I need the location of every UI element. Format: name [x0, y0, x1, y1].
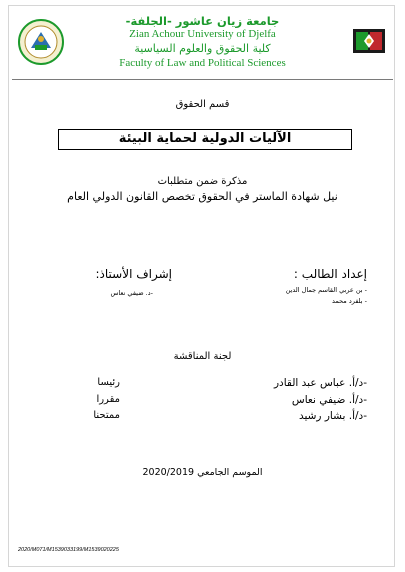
reference-code: 2020/M071/M1539033199/M1539020225 [18, 547, 119, 553]
header-divider [12, 79, 393, 80]
jury-member-name: -د/أ. عباس عبد القادر [273, 377, 367, 389]
academic-year: الموسم الجامعي 2020/2019 [142, 467, 263, 478]
student-name: - بلفرد محمد [331, 297, 367, 305]
university-name-ar: جامعة زيان عاشور -الجلفة- [125, 14, 280, 28]
memo-line: مذكرة ضمن متطلبات [157, 176, 248, 187]
jury-heading: لجنة المناقشة [173, 351, 232, 362]
university-name-en: Zian Achour University of Djelfa [129, 28, 276, 40]
student-name: - بن عربي القاسم جمال الدين [285, 286, 367, 294]
jury-member-role: مقررا [96, 394, 120, 405]
department-name: قسم الحقوق [175, 99, 230, 110]
degree-line: نيل شهادة الماستر في الحقوق تخصص القانون الدولي العام [67, 190, 338, 203]
thesis-title: الآليات الدولية لحماية البيئة [58, 129, 352, 150]
supervision-heading: إشراف الأستاذ: [95, 267, 172, 281]
supervisor-name: -د. ضيفي نعاس [110, 289, 153, 297]
jury-member-name: -د/أ. ضيفي نعاس [291, 394, 367, 406]
preparation-heading: إعداد الطالب : [293, 267, 367, 281]
jury-member-role: ممتحنا [93, 410, 120, 421]
faculty-name-en: Faculty of Law and Political Sciences [119, 57, 286, 69]
faculty-name-ar: كلية الحقوق والعلوم السياسية [134, 42, 271, 55]
jury-member-name: -د/أ. بشار رشيد [298, 410, 367, 422]
jury-member-role: رئيسا [97, 377, 120, 388]
